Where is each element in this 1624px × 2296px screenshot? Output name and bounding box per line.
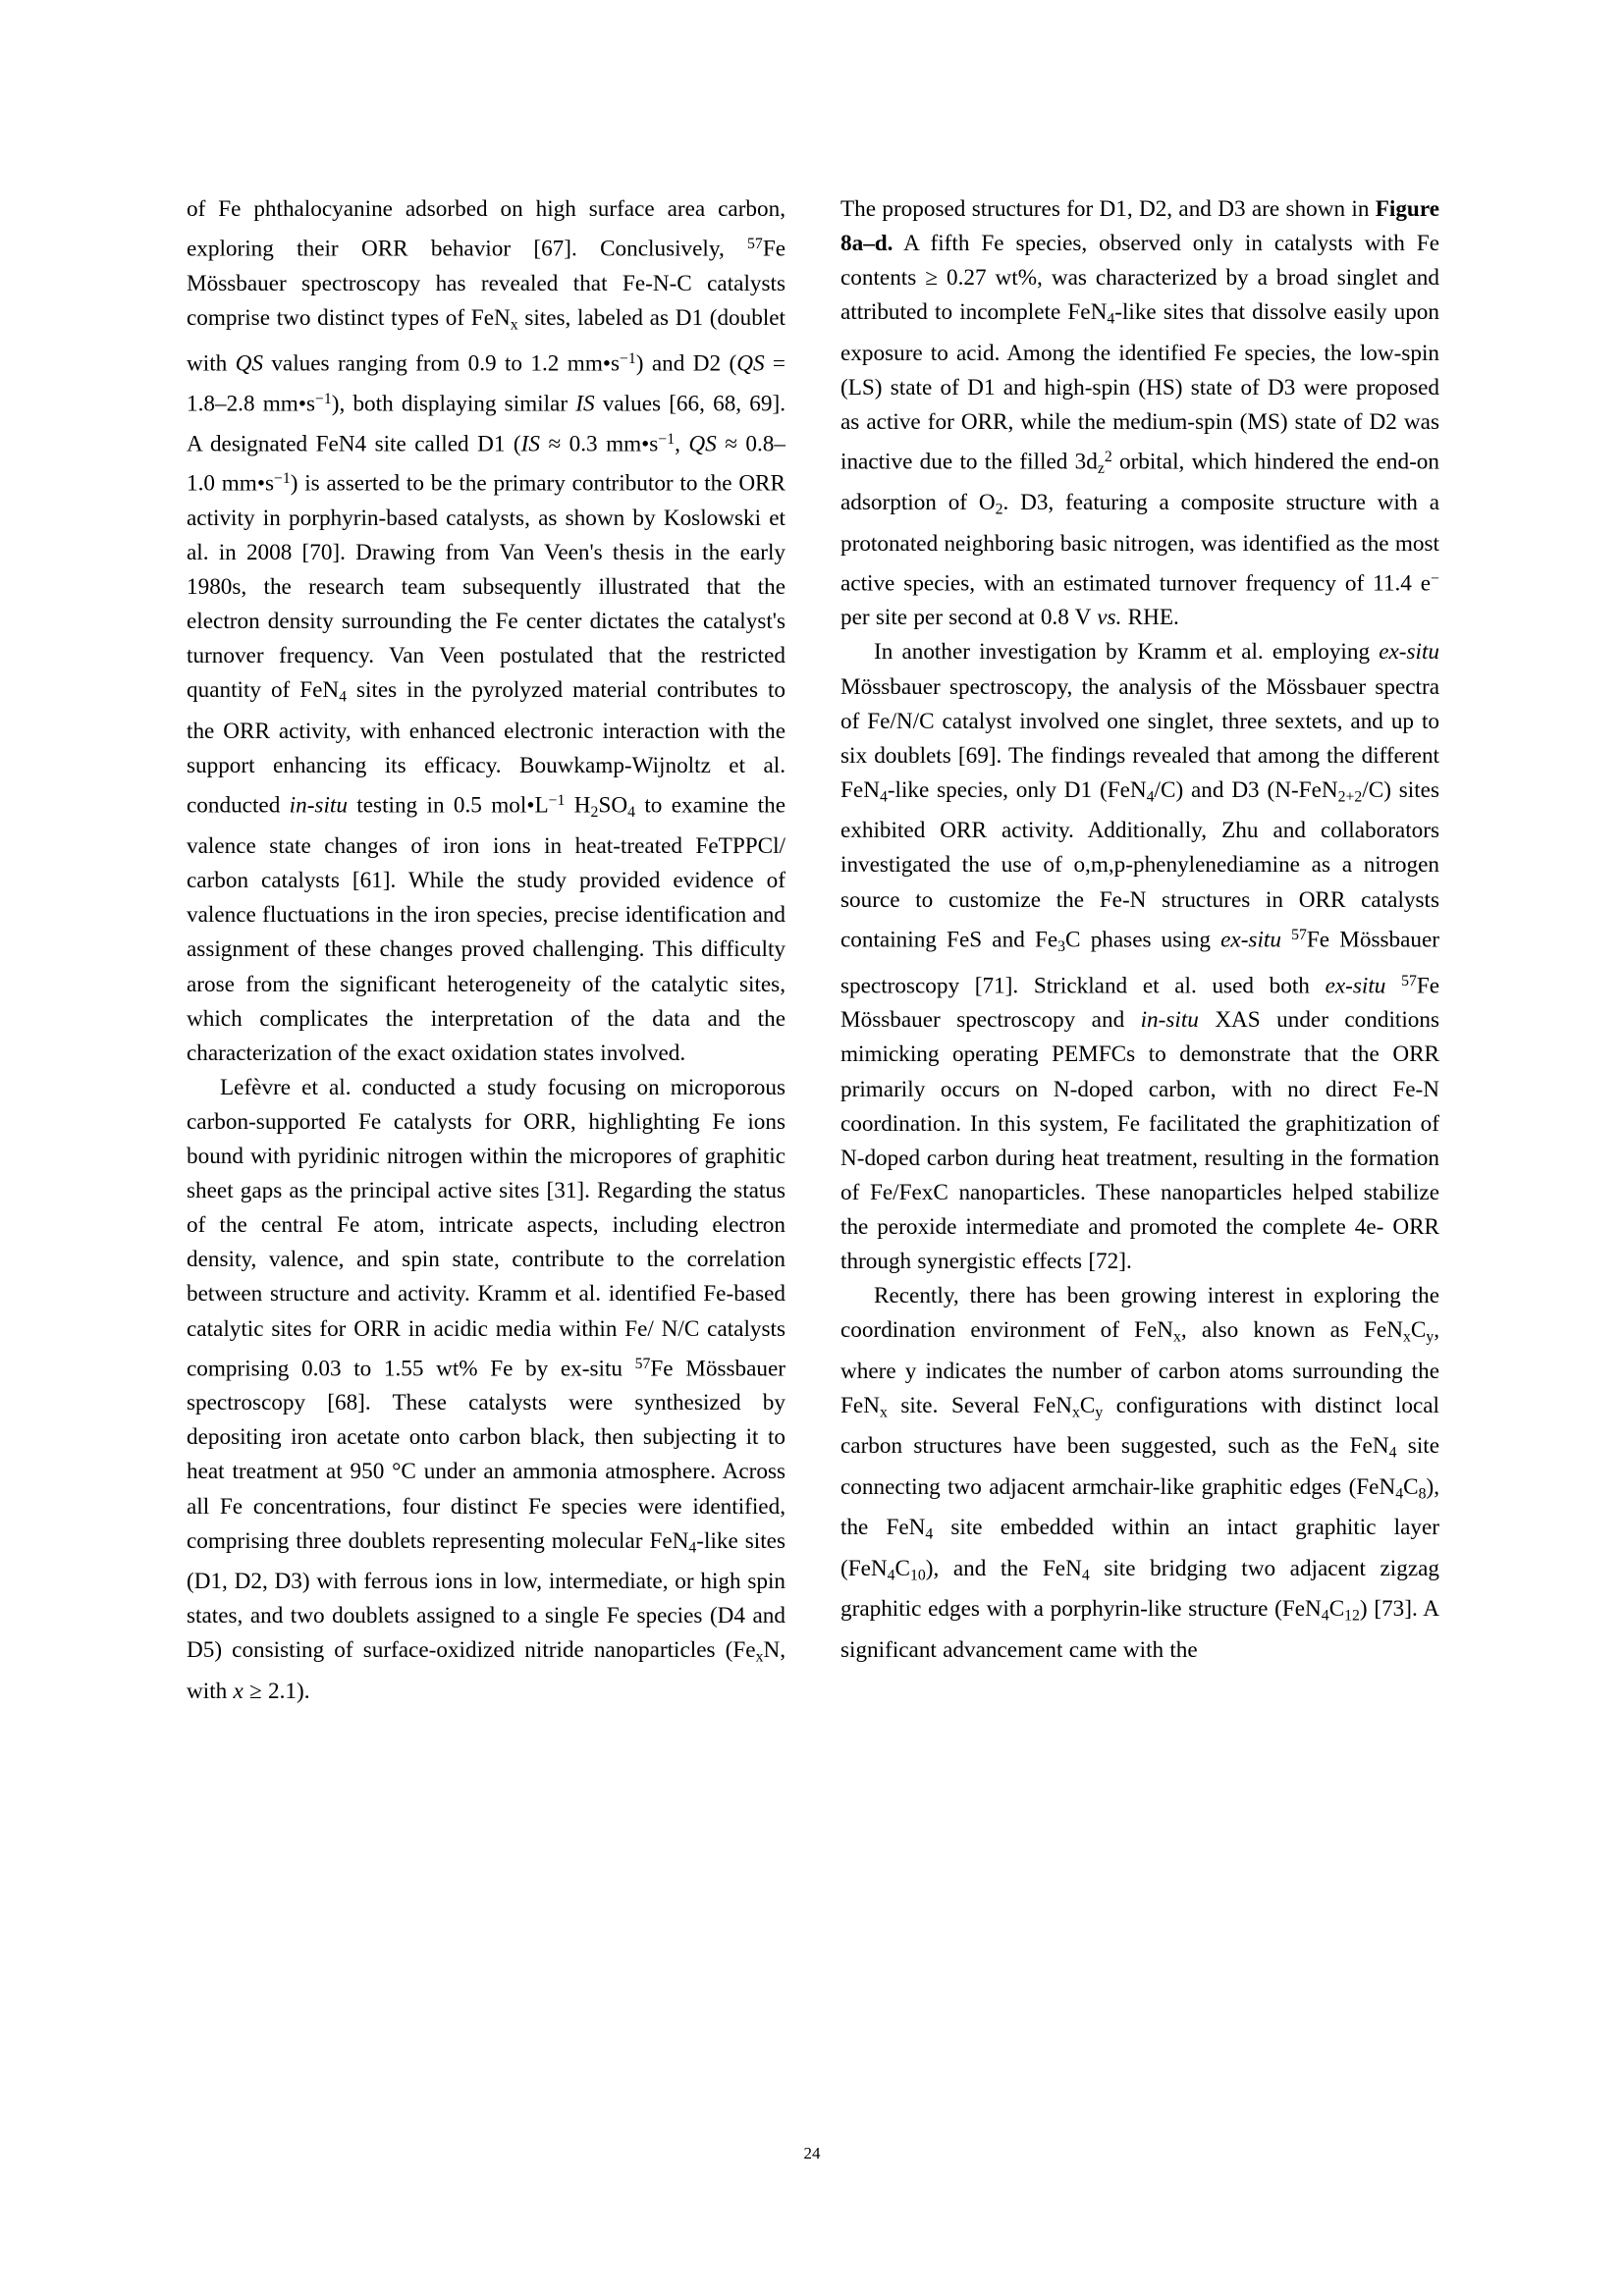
left-paragraph-2	[187, 1071, 785, 1709]
text-run: Mössbauer spectroscopy, the analysis of the Mössbauer spectra of Fe/N/C catalyst involved one singlet, three sextets, and up to six doublets [69]. The findings revealed that among the different FeN	[840, 673, 1439, 803]
left-column	[187, 192, 785, 1709]
text-run: , also known as FeN	[1180, 1317, 1403, 1344]
text-run: ≥ 2.1).	[243, 1678, 310, 1704]
text-run: C	[894, 1555, 911, 1581]
right-paragraph-2	[840, 635, 1439, 1279]
subscript-8: 8	[1418, 1485, 1427, 1503]
subscript-2plus2: 2+2	[1337, 788, 1363, 806]
text-run: N, with	[187, 1637, 785, 1704]
superscript-57: 57	[634, 1355, 651, 1372]
text-run: Fe Mössbauer spectroscopy has revealed that Fe-N-C catalysts comprise two distinct types of FeN	[187, 236, 785, 331]
italic-in-situ: in-situ	[1140, 1007, 1199, 1034]
subscript-y: y	[1426, 1328, 1435, 1346]
text-run: ≈ 0.8–1.0 mm•s	[187, 431, 785, 497]
text-run: H	[565, 792, 591, 819]
text-run: /C) and D3 (N-FeN	[1154, 776, 1338, 803]
text-run: C	[1403, 1473, 1419, 1500]
subscript-4: 4	[1321, 1607, 1329, 1625]
two-column-body	[187, 192, 1439, 1709]
subscript-4: 4	[887, 1567, 895, 1584]
text-run: A fifth Fe species, observed only in catalysts with Fe contents ≥ 0.27 wt%, was characterized by a broad singlet and attributed to incomplete FeN	[840, 231, 1439, 326]
text-run: sites in the pyrolyzed material contributes to the ORR activity, with enhanced electronic interaction with the support enhancing its efficacy. Bouwkamp-Wijnoltz et al. conducted	[187, 677, 785, 819]
subscript-4: 4	[1107, 310, 1115, 328]
text-run: SO	[598, 792, 628, 819]
text-run: = 1.8–2.8 mm•s	[187, 350, 786, 417]
text-run: C	[1410, 1317, 1427, 1344]
italic-ex-situ: ex-situ	[1379, 639, 1439, 666]
right-paragraph-1	[840, 192, 1439, 635]
superscript-57: 57	[1291, 926, 1307, 943]
text-run: site connecting two adjacent armchair-like graphitic edges (FeN	[840, 1433, 1439, 1500]
text-run: C phases using	[1065, 927, 1221, 953]
page-number: 24	[803, 2144, 821, 2163]
subscript-4: 4	[1146, 788, 1155, 806]
superscript-minus-one: −1	[620, 350, 636, 368]
text-run: In another investigation by Kramm et al. employing	[874, 639, 1380, 666]
text-run	[1281, 927, 1291, 952]
text-run: values ranging from 0.9 to 1.2 mm•s	[262, 350, 620, 377]
superscript-minus: −	[1431, 569, 1439, 587]
text-run: orbital, which hindered the end-on adsorption of O	[840, 449, 1439, 516]
subscript-x: x	[1173, 1328, 1181, 1346]
text-run: . D3, featuring a composite structure with a protonated neighboring basic nitrogen, was identified as the most active species, with an estimated turnover frequency of 11.4 e	[840, 490, 1439, 597]
superscript-minus-one: −1	[548, 792, 566, 810]
subscript-10: 10	[910, 1567, 926, 1584]
columns-container	[187, 192, 1439, 1709]
text-run: of Fe phthalocyanine adsorbed on high surface area carbon, exploring their ORR behavior [67]. Conclusively,	[187, 196, 785, 262]
superscript-minus-one: −1	[658, 430, 676, 448]
subscript-12: 12	[1344, 1607, 1360, 1625]
text-run: ,	[675, 431, 689, 457]
subscript-4: 4	[339, 688, 348, 706]
subscript-4: 4	[627, 804, 635, 822]
figure-reference: Figure 8a–d.	[840, 196, 1439, 257]
text-run: per site per second at 0.8 V	[840, 605, 1098, 631]
text-run: site. Several FeN	[887, 1392, 1072, 1418]
subscript-x: x	[755, 1648, 764, 1666]
italic-qs: QS	[235, 350, 263, 377]
text-run: sites, labeled as D1 (doublet with	[187, 304, 786, 377]
text-run: ≈ 0.3 mm•s	[539, 431, 659, 457]
right-column	[840, 192, 1439, 1668]
subscript-4: 4	[1388, 1444, 1397, 1462]
right-paragraph-3	[840, 1279, 1439, 1668]
text-run: Fe Mössbauer spectroscopy and	[840, 973, 1440, 1034]
text-run: Lefèvre et al. conducted a study focusing on microporous carbon-supported Fe catalysts for ORR, highlighting Fe ions bound with pyridinic nitrogen within the micropores of graphitic sheet gaps as the principal active sites [31]. Regarding the status of the central Fe atom, intricate aspects, including electron density, valence, and spin state, contribute to the correlation between structure and activity. Kramm et al. identified Fe-based catalytic sites for ORR in acidic media within Fe/ N/C catalysts comprising 0.03 to 1.55 wt% Fe by ex-situ	[187, 1074, 785, 1382]
subscript-x: x	[1071, 1404, 1080, 1421]
subscript-4: 4	[1395, 1485, 1404, 1503]
text-run: -like sites (D1, D2, D3) with ferrous ions in low, intermediate, or high spin states, and two doublets assigned to a single Fe species (D4 and D5) consisting of surface-oxidized nitride nanoparticles (Fe	[187, 1527, 785, 1664]
text-run: ), the FeN	[840, 1473, 1439, 1541]
superscript-minus-one: −1	[314, 391, 332, 407]
italic-vs: vs.	[1097, 605, 1122, 631]
text-run: , where y indicates the number of carbon atoms surrounding the FeN	[840, 1317, 1440, 1418]
text-run: to examine the valence state changes of iron ions in heat-treated FeTPPCl/ carbon catalysts [61]. While the study provided evidence of valence fluctuations in the iron species, precise identification and assignment of these changes proved challenging. This difficulty arose from the significant heterogeneity of the catalytic sites, which complicates the interpretation of the data and the characterization of the exact oxidation states involved.	[187, 792, 786, 1066]
italic-ex-situ: ex-situ	[1220, 927, 1281, 953]
text-run: Fe Mössbauer spectroscopy [68]. These catalysts were synthesized by depositing iron acetate onto carbon black, then subjecting it to heat treatment at 950 °C under an ammonia atmosphere. Across all Fe concentrations, four distinct Fe species were identified, comprising three doublets representing molecular FeN	[187, 1356, 785, 1554]
text-run: C	[1079, 1392, 1096, 1418]
text-run: ), both displaying similar	[331, 391, 576, 417]
italic-x: x	[233, 1678, 244, 1704]
text-run: The proposed structures for D1, D2, and D3 are shown in	[840, 196, 1376, 222]
italic-is: IS	[575, 391, 595, 417]
text-run: ) and D2 (	[635, 350, 737, 377]
italic-in-situ: in-situ	[289, 792, 348, 819]
text-run: configurations with distinct local carbon structures have been suggested, such as the FeN	[840, 1392, 1439, 1460]
italic-qs: QS	[688, 431, 717, 457]
text-run: Fe Mössbauer spectroscopy [71]. Strickland et al. used both	[840, 927, 1439, 999]
subscript-z: z	[1097, 460, 1105, 478]
subscript-2: 2	[995, 501, 1003, 518]
text-run: site embedded within an intact graphitic layer (FeN	[840, 1515, 1439, 1581]
subscript-x: x	[879, 1404, 888, 1421]
text-run	[1385, 973, 1401, 998]
superscript-57: 57	[747, 236, 763, 253]
text-run: site bridging two adjacent zigzag graphitic edges with a porphyrin-like structure (FeN	[840, 1555, 1439, 1623]
text-run: C	[1328, 1596, 1345, 1623]
superscript-2: 2	[1104, 449, 1112, 466]
left-paragraph-1	[187, 192, 785, 1071]
superscript-57: 57	[1401, 972, 1417, 989]
subscript-4: 4	[1081, 1567, 1090, 1584]
subscript-y: y	[1095, 1404, 1104, 1421]
italic-ex-situ: ex-situ	[1325, 973, 1386, 999]
text-run: Recently, there has been growing interest in exploring the coordination environment of FeN	[840, 1283, 1439, 1344]
text-run: ), and the FeN	[925, 1555, 1082, 1581]
subscript-4: 4	[879, 788, 888, 806]
subscript-3: 3	[1057, 937, 1066, 955]
text-run: RHE.	[1121, 605, 1179, 631]
italic-qs: QS	[736, 350, 765, 377]
subscript-x: x	[1402, 1328, 1411, 1346]
text-run: XAS under conditions mimicking operating PEMFCs to demonstrate that the ORR primarily occurs on N-doped carbon, with no direct Fe-N coordination. In this system, Fe facilitated the graphitization of N-doped carbon during heat treatment, resulting in the formation of Fe/FexC nanoparticles. These nanoparticles helped stabilize the peroxide intermediate and promoted the complete 4e- ORR through synergistic effects [72].	[840, 1007, 1439, 1274]
subscript-2: 2	[590, 804, 599, 822]
text-run: -like sites that dissolve easily upon exposure to acid. Among the identified Fe species, the low-spin (LS) state of D1 and high-spin (HS) state of D3 were proposed as active for ORR, while the medium-spin (MS) state of D2 was inactive due to the filled 3d	[840, 299, 1439, 475]
text-run: -like species, only D1 (FeN	[887, 776, 1147, 803]
superscript-minus-one: −1	[273, 470, 291, 488]
subscript-x: x	[510, 316, 518, 334]
subscript-4: 4	[688, 1539, 697, 1557]
text-run: testing in 0.5 mol•L	[347, 792, 549, 819]
text-run: /C) sites exhibited ORR activity. Additionally, Zhu and collaborators investigated the use of o,m,p-phenylenediamine as a nitrogen source to customize the Fe-N structures in ORR catalysts containing FeS and Fe	[840, 776, 1439, 953]
italic-is: IS	[520, 431, 540, 457]
text-run: values [66, 68, 69]. A designated FeN4 site called D1 (	[187, 391, 785, 457]
text-run: ) [73]. A significant advancement came with the	[840, 1596, 1439, 1663]
subscript-4: 4	[925, 1525, 934, 1543]
text-run: ) is asserted to be the primary contributor to the ORR activity in porphyrin-based catalysts, as shown by Koslowski et al. in 2008 [70]. Drawing from Van Veen's thesis in the early 1980s, the research team subsequently illustrated that the electron density surrounding the Fe center dictates the catalyst's turnover frequency. Van Veen postulated that the restricted quantity of FeN	[187, 470, 785, 704]
